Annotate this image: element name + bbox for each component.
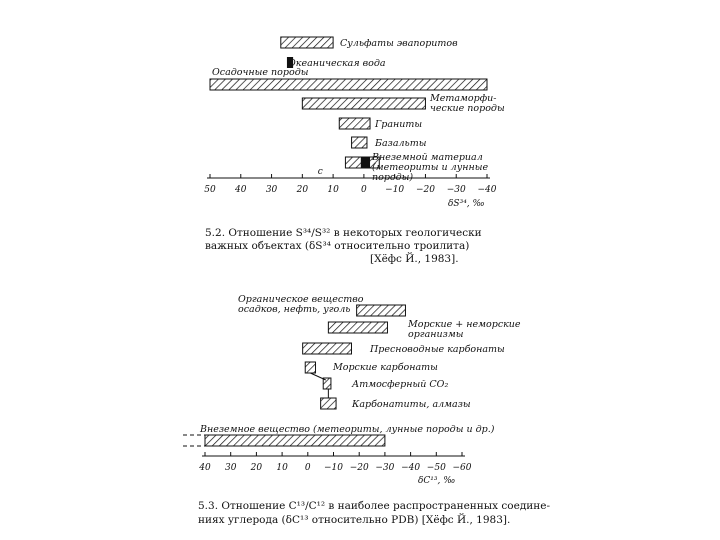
x-axis-label: δC¹³, ‰ [418,476,456,486]
x-tick-label: 50 [204,185,216,195]
bar-label-5: Граниты [375,119,423,130]
bar-label-4: ческие породы [430,103,505,114]
sulfur-isotope-chart [204,37,505,209]
figure-5-2-caption-line3: [Хёфс Й., 1983]. [370,253,459,265]
bar-7 [205,435,385,446]
x-tick-label: 0 [361,185,367,195]
x-tick-label: 30 [224,463,237,473]
bar-label-7: Внеземной материал [372,152,483,163]
x-tick-label: −50 [426,463,446,473]
bar-6 [321,398,336,409]
bar-label-4: Морские карбонаты [333,362,438,373]
bar-4 [305,362,315,373]
bar-5 [339,118,370,129]
bar-label-1: Органическое вещество [238,294,364,305]
bar-label-7: породы) [372,172,414,183]
bar-label-1: осадков, нефть, уголь [238,304,351,315]
x-axis-label: δS³⁴, ‰ [448,199,485,209]
x-tick-label: −10 [324,463,343,473]
bar-2 [328,322,387,333]
bar-label-6: Карбонатиты, алмазы [352,399,471,410]
bar-label-6: Базальты [375,138,427,149]
x-tick-label: −10 [385,185,405,195]
x-tick-label: −60 [452,463,472,473]
x-tick-label: −20 [349,463,369,473]
figure-5-2-caption-line1: 5.2. Отношение S³⁴/S³² в некоторых геологически [205,227,482,239]
bar-label-2: организмы [408,329,464,340]
axis-marker-label: с [317,167,323,177]
bar-label-3: Пресноводные карбонаты [370,344,505,355]
x-tick-label: 0 [304,463,311,473]
bar-label-5: Атмосферный CO₂ [352,379,449,390]
bar-label-7: Внеземное вещество (метеориты, лунные породы и др.) [200,424,495,435]
x-tick-label: 20 [250,463,263,473]
x-tick-label: 20 [296,185,309,195]
bar-3 [210,79,487,90]
x-tick-label: 10 [327,185,339,195]
x-tick-label: 10 [276,463,288,473]
figure-5-3-caption-line1: 5.3. Отношение C¹³/C¹² в наиболее распространенных соедине- [198,500,551,512]
figure-5-2-caption-line2: важных объектах (δS³⁴ относительно троилита) [205,240,470,252]
bar-6 [352,137,367,148]
bar-1 [357,305,406,316]
x-tick-label: 40 [235,185,247,195]
bar-4 [302,98,425,109]
x-tick-label: −30 [375,463,395,473]
bar-label-3: Осадочные породы [212,67,309,78]
x-tick-label: −20 [415,185,435,195]
x-tick-label: 40 [199,463,211,473]
bar-label-2: Океаническая вода [288,58,386,69]
bar-label-2: Морские + неморские [408,319,521,330]
x-tick-label: −40 [401,463,421,473]
x-tick-label: −40 [477,185,497,195]
bar-label-7: (метеориты и лунные [372,162,489,173]
carbon-isotope-chart [183,294,521,486]
bar-3 [303,343,352,354]
bar-7-core [361,157,370,168]
bar-label-1: Сульфаты эвапоритов [340,38,458,49]
figure-5-3-caption-line2: ниях углерода (δC¹³ относительно PDB) [Хёфс Й., 1983]. [198,514,511,526]
x-tick-label: 30 [265,185,278,195]
x-tick-label: −30 [446,185,466,195]
connector-arrow [310,373,325,380]
bar-1 [281,37,333,48]
bar-label-4: Метаморфи- [430,93,497,104]
